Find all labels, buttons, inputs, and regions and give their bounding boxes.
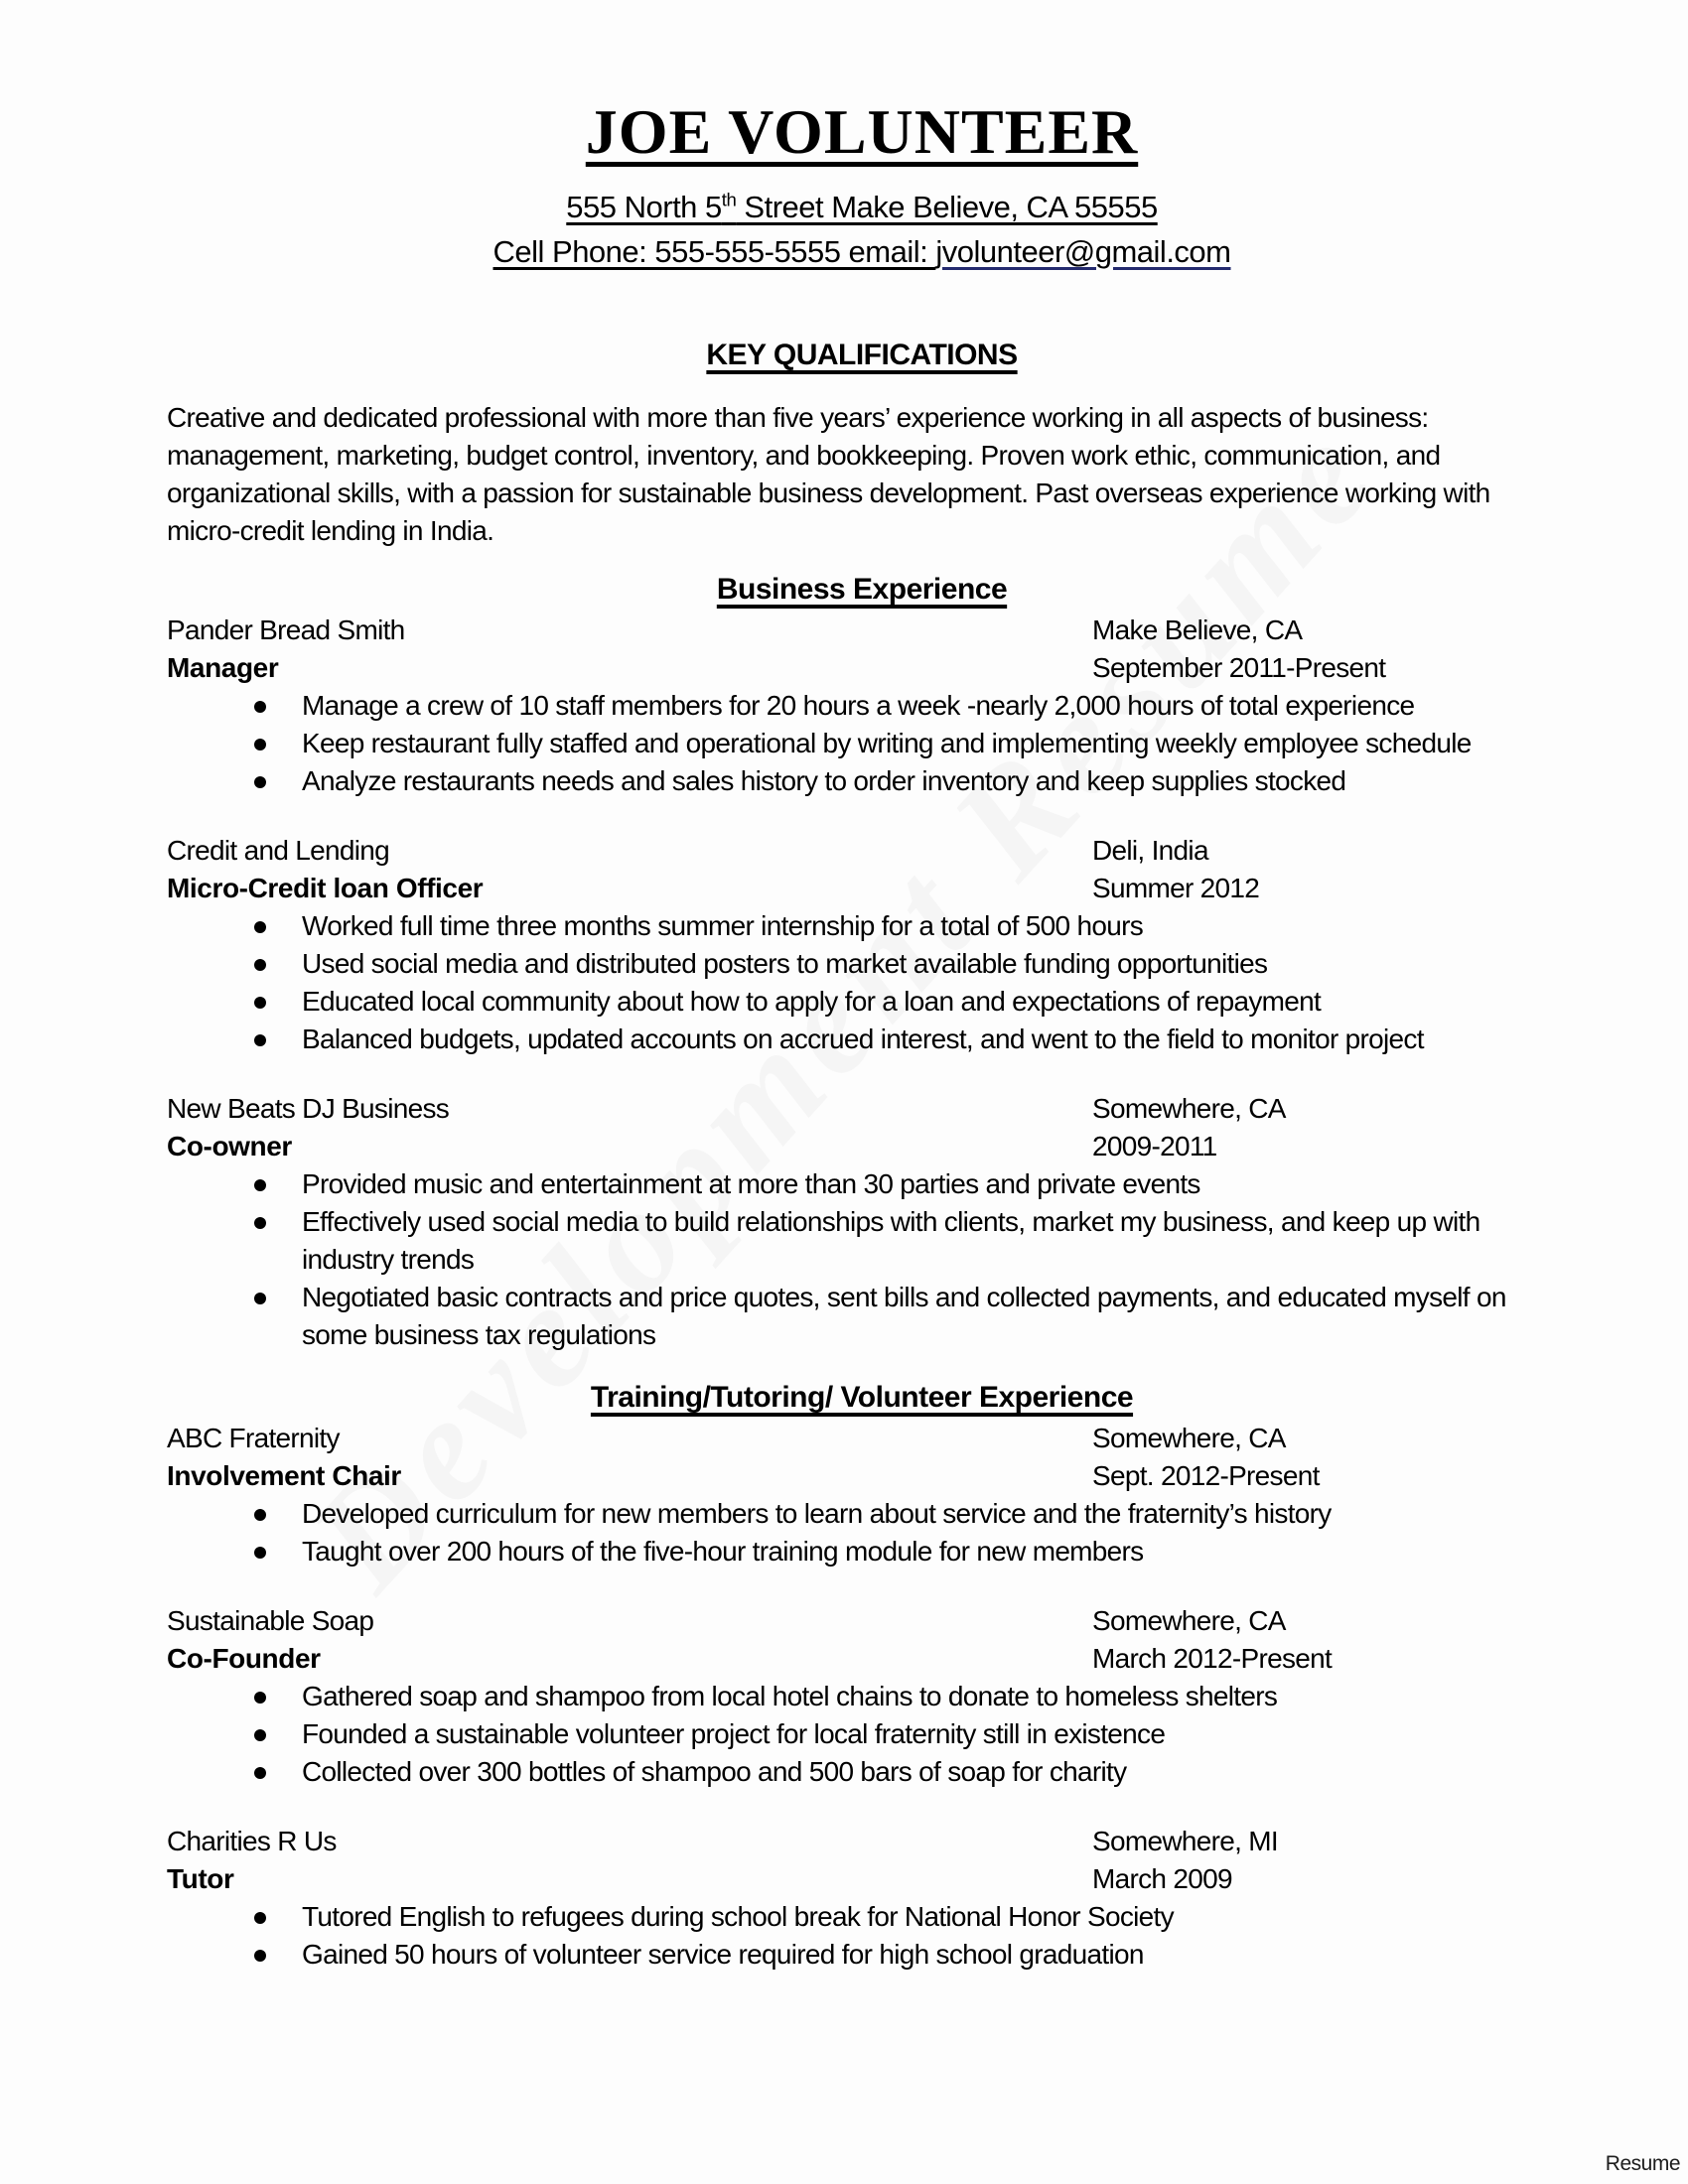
address-text: 555 North 5 — [566, 190, 722, 224]
job-role: Co-Founder — [167, 1643, 321, 1674]
job-entry — [167, 1823, 1557, 1974]
job-role: Manager — [167, 652, 279, 683]
bullet-item: Founded a sustainable volunteer project for local fraternity still in existence — [167, 1715, 1557, 1753]
company-name: Charities R Us — [167, 1826, 337, 1856]
job-bullet-list — [167, 1165, 1557, 1354]
job-location: Somewhere, CA — [1092, 1605, 1286, 1636]
job-dates: March 2012-Present — [1092, 1643, 1333, 1674]
bullet-item: Negotiated basic contracts and price quotes, sent bills and collected payments, and educated myself on some business tax regulations — [167, 1279, 1557, 1354]
job-role: Tutor — [167, 1863, 234, 1894]
bullet-item: Gathered soap and shampoo from local hotel chains to donate to homeless shelters — [167, 1678, 1557, 1715]
company-name: Pander Bread Smith — [167, 614, 405, 645]
footer-label: Resume — [1605, 2152, 1680, 2175]
job-role: Involvement Chair — [167, 1460, 401, 1491]
bullet-item: Worked full time three months summer internship for a total of 500 hours — [167, 907, 1557, 945]
job-dates: Sept. 2012-Present — [1092, 1460, 1320, 1491]
section-heading-business-experience: Business Experience — [716, 573, 1008, 606]
bullet-item: Provided music and entertainment at more than 30 parties and private events — [167, 1165, 1557, 1203]
company-name: Sustainable Soap — [167, 1605, 374, 1636]
job-bullet-list — [167, 1495, 1557, 1570]
job-dates: Summer 2012 — [1092, 873, 1260, 903]
job-bullet-list — [167, 1678, 1557, 1791]
job-bullet-list — [167, 687, 1557, 800]
company-name: New Beats DJ Business — [167, 1093, 450, 1124]
bullet-item: Analyze restaurants needs and sales history to order inventory and keep supplies stocked — [167, 762, 1557, 800]
bullet-item: Balanced budgets, updated accounts on accrued interest, and went to the field to monitor project — [167, 1021, 1557, 1058]
email-link[interactable]: jvolunteer@gmail.com — [935, 234, 1231, 269]
job-location: Somewhere, CA — [1092, 1093, 1286, 1124]
header-contact — [167, 229, 1557, 274]
job-entry — [167, 1602, 1557, 1791]
job-location: Somewhere, CA — [1092, 1423, 1286, 1453]
job-entry — [167, 1420, 1557, 1570]
company-name: Credit and Lending — [167, 835, 390, 866]
contact-label: Cell Phone: 555-555-5555 email: — [492, 234, 936, 269]
job-entry — [167, 1090, 1557, 1354]
job-entry — [167, 832, 1557, 1058]
bullet-item: Developed curriculum for new members to learn about service and the fraternity’s history — [167, 1495, 1557, 1533]
bullet-item: Used social media and distributed posters to market available funding opportunities — [167, 945, 1557, 983]
address-text-rest: Street Make Believe, CA 55555 — [736, 190, 1158, 224]
company-name: ABC Fraternity — [167, 1423, 340, 1453]
job-entry — [167, 612, 1557, 800]
bullet-item: Gained 50 hours of volunteer service required for high school graduation — [167, 1936, 1557, 1974]
bullet-item: Keep restaurant fully staffed and operational by writing and implementing weekly employee schedule — [167, 725, 1557, 762]
job-role: Micro-Credit loan Officer — [167, 873, 484, 903]
job-dates: March 2009 — [1092, 1863, 1232, 1894]
job-location: Make Believe, CA — [1092, 614, 1303, 645]
section-heading-volunteer-experience: Training/Tutoring/ Volunteer Experience — [590, 1381, 1134, 1414]
address-ordinal-suffix: th — [721, 189, 737, 210]
bullet-item: Manage a crew of 10 staff members for 20 hours a week -nearly 2,000 hours of total experience — [167, 687, 1557, 725]
resume-content — [167, 0, 1557, 1974]
bullet-item: Educated local community about how to apply for a loan and expectations of repayment — [167, 983, 1557, 1021]
bullet-item: Effectively used social media to build relationships with clients, market my business, and keep up with industry trends — [167, 1203, 1557, 1279]
qualifications-summary: Creative and dedicated professional with more than five years’ experience working in all aspects of business: management, marketing, budget control, inventory, and bookkeeping. Proven work ethic, communication, and organizational skills, with a passion for sustainable business development. Past overseas experience working with micro-credit lending in India. — [167, 402, 1490, 546]
job-bullet-list — [167, 1898, 1557, 1974]
header-name: JOE VOLUNTEER — [585, 96, 1139, 167]
bullet-item: Tutored English to refugees during school break for National Honor Society — [167, 1898, 1557, 1936]
job-location: Somewhere, MI — [1092, 1826, 1278, 1856]
job-dates: September 2011-Present — [1092, 652, 1386, 683]
header-address — [167, 185, 1557, 229]
bullet-item: Collected over 300 bottles of shampoo and 500 bars of soap for charity — [167, 1753, 1557, 1791]
job-location: Deli, India — [1092, 835, 1208, 866]
bullet-item: Taught over 200 hours of the five-hour training module for new members — [167, 1533, 1557, 1570]
job-role: Co-owner — [167, 1131, 292, 1161]
job-dates: 2009-2011 — [1092, 1131, 1217, 1161]
job-bullet-list — [167, 907, 1557, 1058]
section-heading-key-qualifications: KEY QUALIFICATIONS — [706, 339, 1018, 371]
